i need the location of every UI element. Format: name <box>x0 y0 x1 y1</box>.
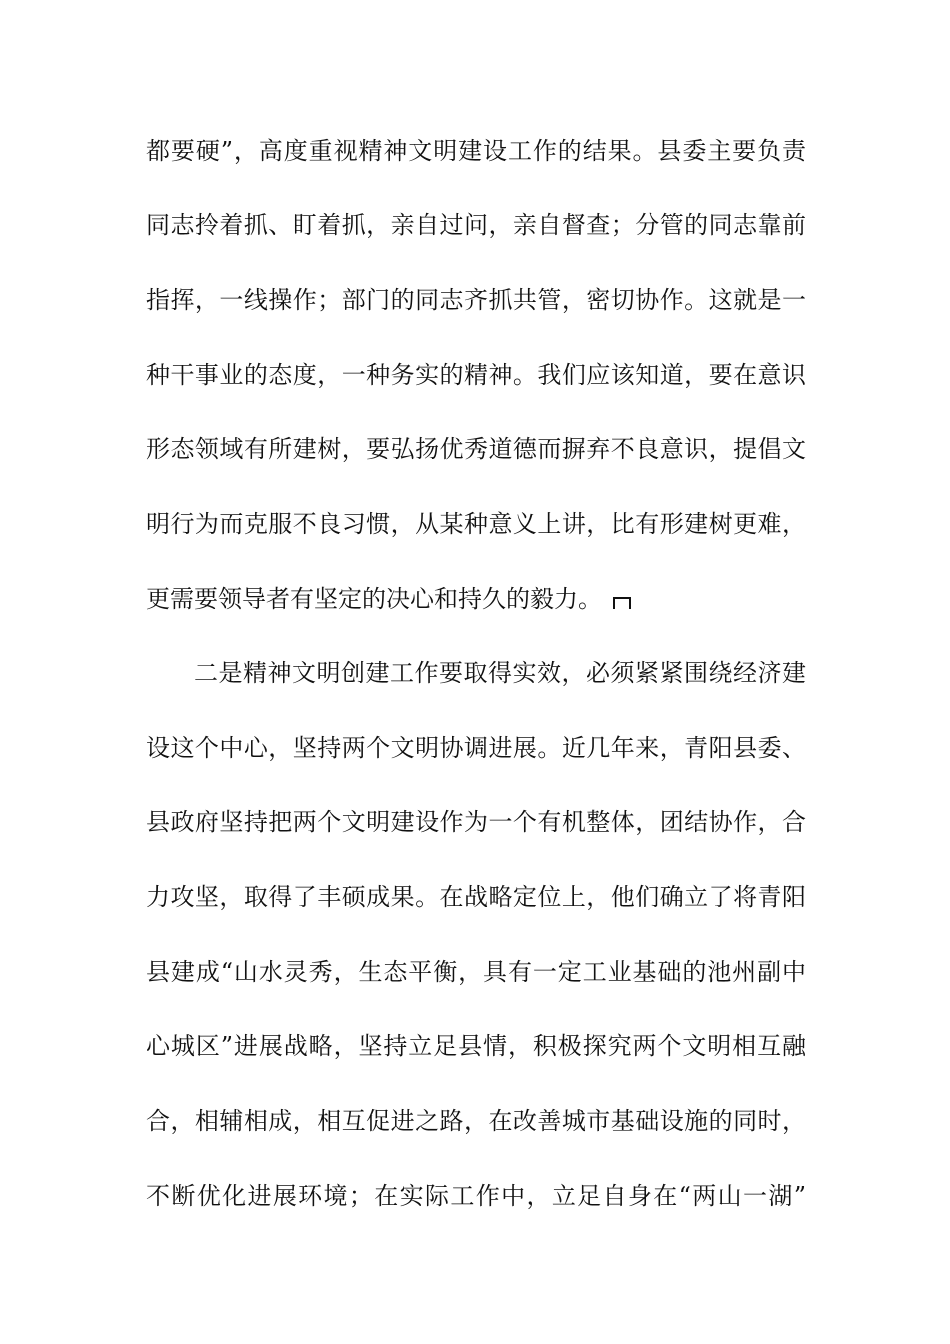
text-line: 种干事业的态度，一种务实的精神。我们应该知道，要在意识 <box>146 361 806 389</box>
text-line: 设这个中心，坚持两个文明协调进展。近几年来，青阳县委、 <box>146 734 806 762</box>
text-line: 同志拎着抓、盯着抓，亲自过问，亲自督查；分管的同志靠前 <box>146 211 806 239</box>
text-line <box>146 579 806 619</box>
text-line: 合，相辅相成，相互促进之路，在改善城市基础设施的同时， <box>146 1107 806 1135</box>
text-line: 心城区”进展战略，坚持立足县情，积极探究两个文明相互融 <box>146 1032 806 1060</box>
text-line: 县政府坚持把两个文明建设作为一个有机整体，团结协作，合 <box>146 808 806 836</box>
text-line-indented: 二是精神文明创建工作要取得实效，必须紧紧围绕经济建 <box>194 659 806 687</box>
text-line: 不断优化进展环境；在实际工作中，立足自身在“两山一湖” <box>146 1182 806 1210</box>
text-line: 形态领域有所建树，要弘扬优秀道德而摒弃不良意识，提倡文 <box>146 435 806 463</box>
text-line-content: 更需要领导者有坚定的决心和持久的毅力。 <box>146 585 602 613</box>
text-line: 都要硬”，高度重视精神文明建设工作的结果。县委主要负责 <box>146 137 806 165</box>
text-line: 力攻坚，取得了丰硕成果。在战略定位上，他们确立了将青阳 <box>146 883 806 911</box>
break-mark-icon <box>612 595 632 609</box>
text-line: 县建成“山水灵秀，生态平衡，具有一定工业基础的池州副中 <box>146 958 806 986</box>
text-line: 指挥，一线操作；部门的同志齐抓共管，密切协作。这就是一 <box>146 286 806 314</box>
text-line: 明行为而克服不良习惯，从某种意义上讲，比有形建树更难， <box>146 510 806 538</box>
